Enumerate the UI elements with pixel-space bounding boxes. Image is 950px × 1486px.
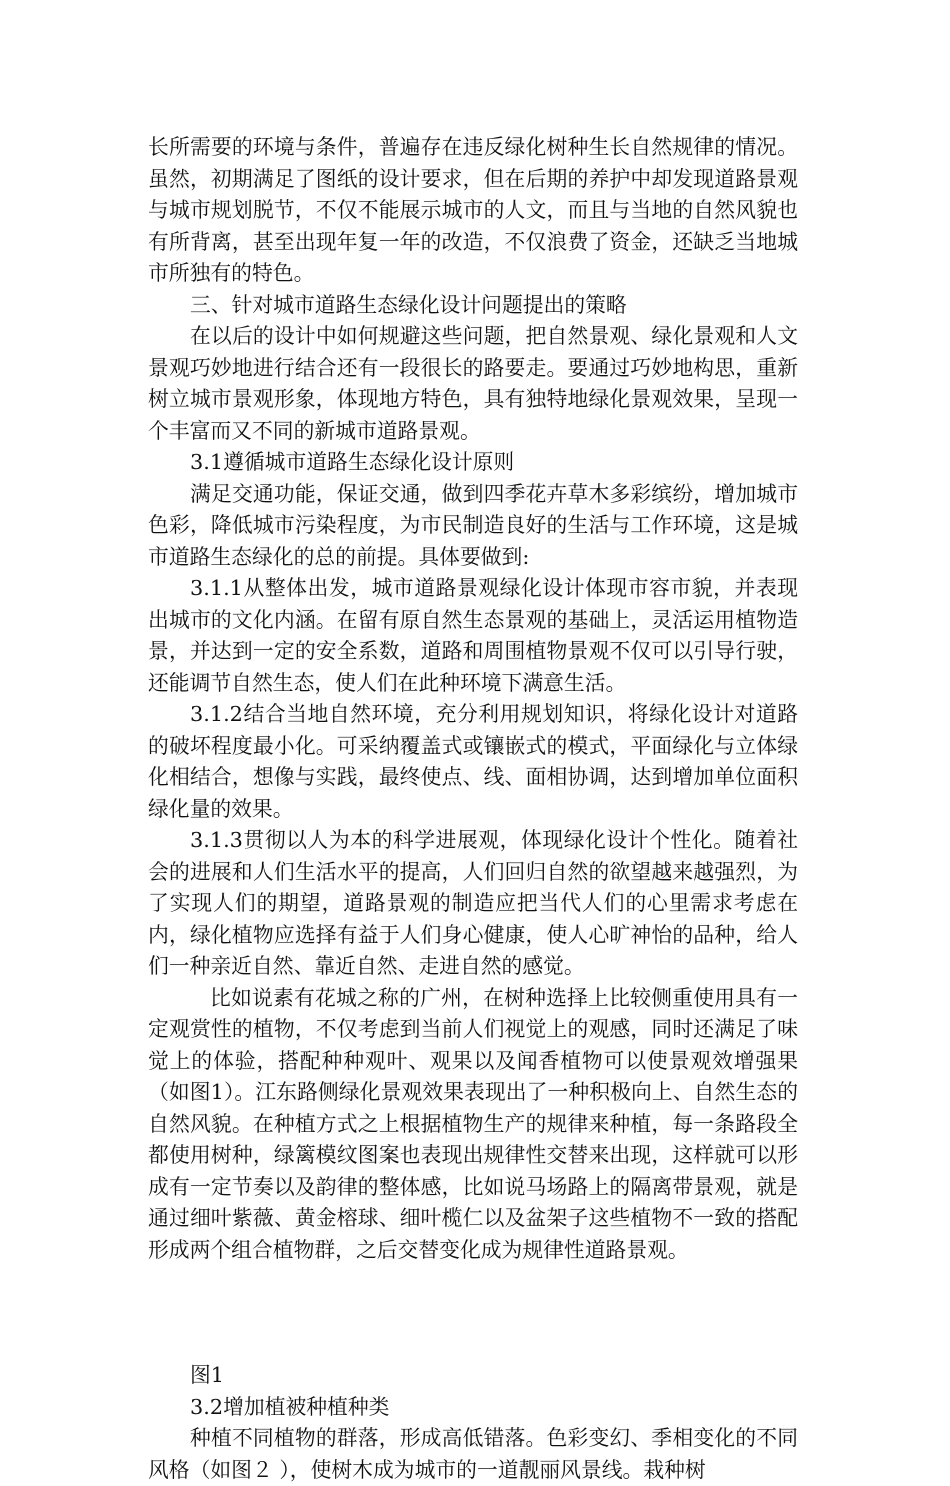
paragraph-3-1-1: 3.1.1从整体出发，城市道路景观绿化设计体现市容市貌，并表现出城市的文化内涵。在留有原自然生态景观的基础上，灵活运用植物造景，并达到一定的安全系数，道路和周围植物景观不仅可以引导行驶，还能调节自然生态，使人们在此种环境下满意生活。	[148, 576, 798, 695]
paragraph-3-1-3: 3.1.3贯彻以人为本的科学进展观，体现绿化设计个性化。随着社会的进展和人们生活水平的提高，人们回归自然的欲望越来越强烈，为了实现人们的期望，道路景观的制造应把当代人们的心里需求考虑在内，绿化植物应选择有益于人们身心健康，使人心旷神怡的品种，给人们一种亲近自然、靠近自然、走进自然的感觉。	[148, 828, 798, 978]
paragraph-planting-variety: 种植不同植物的群落，形成高低错落。色彩变幻、季相变化的不同风格（如图２ ），使树木成为城市的一道靓丽风景线。栽种树	[148, 1426, 798, 1482]
document-body	[148, 132, 798, 1486]
subsection-heading-3-2: 3.2增加植被种植种类	[190, 1394, 390, 1419]
paragraph-continued: 长所需要的环境与条件，普遍存在违反绿化树种生长自然规律的情况。虽然，初期满足了图纸的设计要求，但在后期的养护中却发现道路景观与城市规划脱节，不仅不能展示城市的人文，而且与当地的自然风貌也有所背离，甚至出现年复一年的改造，不仅浪费了资金，还缺乏当地城市所独有的特色。	[148, 135, 798, 285]
section-heading-3: 三、针对城市道路生态绿化设计问题提出的策略	[190, 292, 627, 317]
paragraph-principles: 满足交通功能，保证交通，做到四季花卉草木多彩缤纷，增加城市色彩，降低城市污染程度，为市民制造良好的生活与工作环境，这是城市道路生态绿化的总的前提。具体要做到:	[148, 481, 798, 569]
paragraph-guangzhou-example: 比如说素有花城之称的广州，在树种选择上比较侧重使用具有一定观赏性的植物，不仅考虑到当前人们视觉上的观感，同时还满足了味觉上的体验，搭配种种观叶、观果以及闻香植物可以使景观效增强果（如图1）。江东路侧绿化景观效果表现出了一种积极向上、自然生态的自然风貌。在种植方式之上根据植物生产的规律来种植，每一条路段全都使用树种，绿篱模纹图案也表现出规律性交替来出现，这样就可以形成有一定节奏以及韵律的整体感，比如说马场路上的隔离带景观，就是通过细叶紫薇、黄金榕球、细叶榄仁以及盆架子这些植物不一致的搭配形成两个组合植物群，之后交替变化成为规律性道路景观。	[148, 985, 798, 1262]
subsection-heading-3-1: 3.1遵循城市道路生态绿化设计原则	[190, 450, 515, 474]
figure-1-caption: 图1	[190, 1363, 225, 1387]
figure-1-placeholder	[148, 1266, 798, 1360]
paragraph-3-1-2: 3.1.2结合当地自然环境，充分利用规划知识，将绿化设计对道路的破坏程度最小化。可采纳覆盖式或镶嵌式的模式，平面绿化与立体绿化相结合，想像与实践，最终使点、线、面相协调，达到增加单位面积绿化量的效果。	[148, 702, 798, 821]
paragraph-strategy-intro: 在以后的设计中如何规避这些问题，把自然景观、绿化景观和人文景观巧妙地进行结合还有一段很长的路要走。要通过巧妙地构思，重新树立城市景观形象，体现地方特色，具有独特地绿化景观效果，呈现一个丰富而又不同的新城市道路景观。	[148, 324, 798, 443]
